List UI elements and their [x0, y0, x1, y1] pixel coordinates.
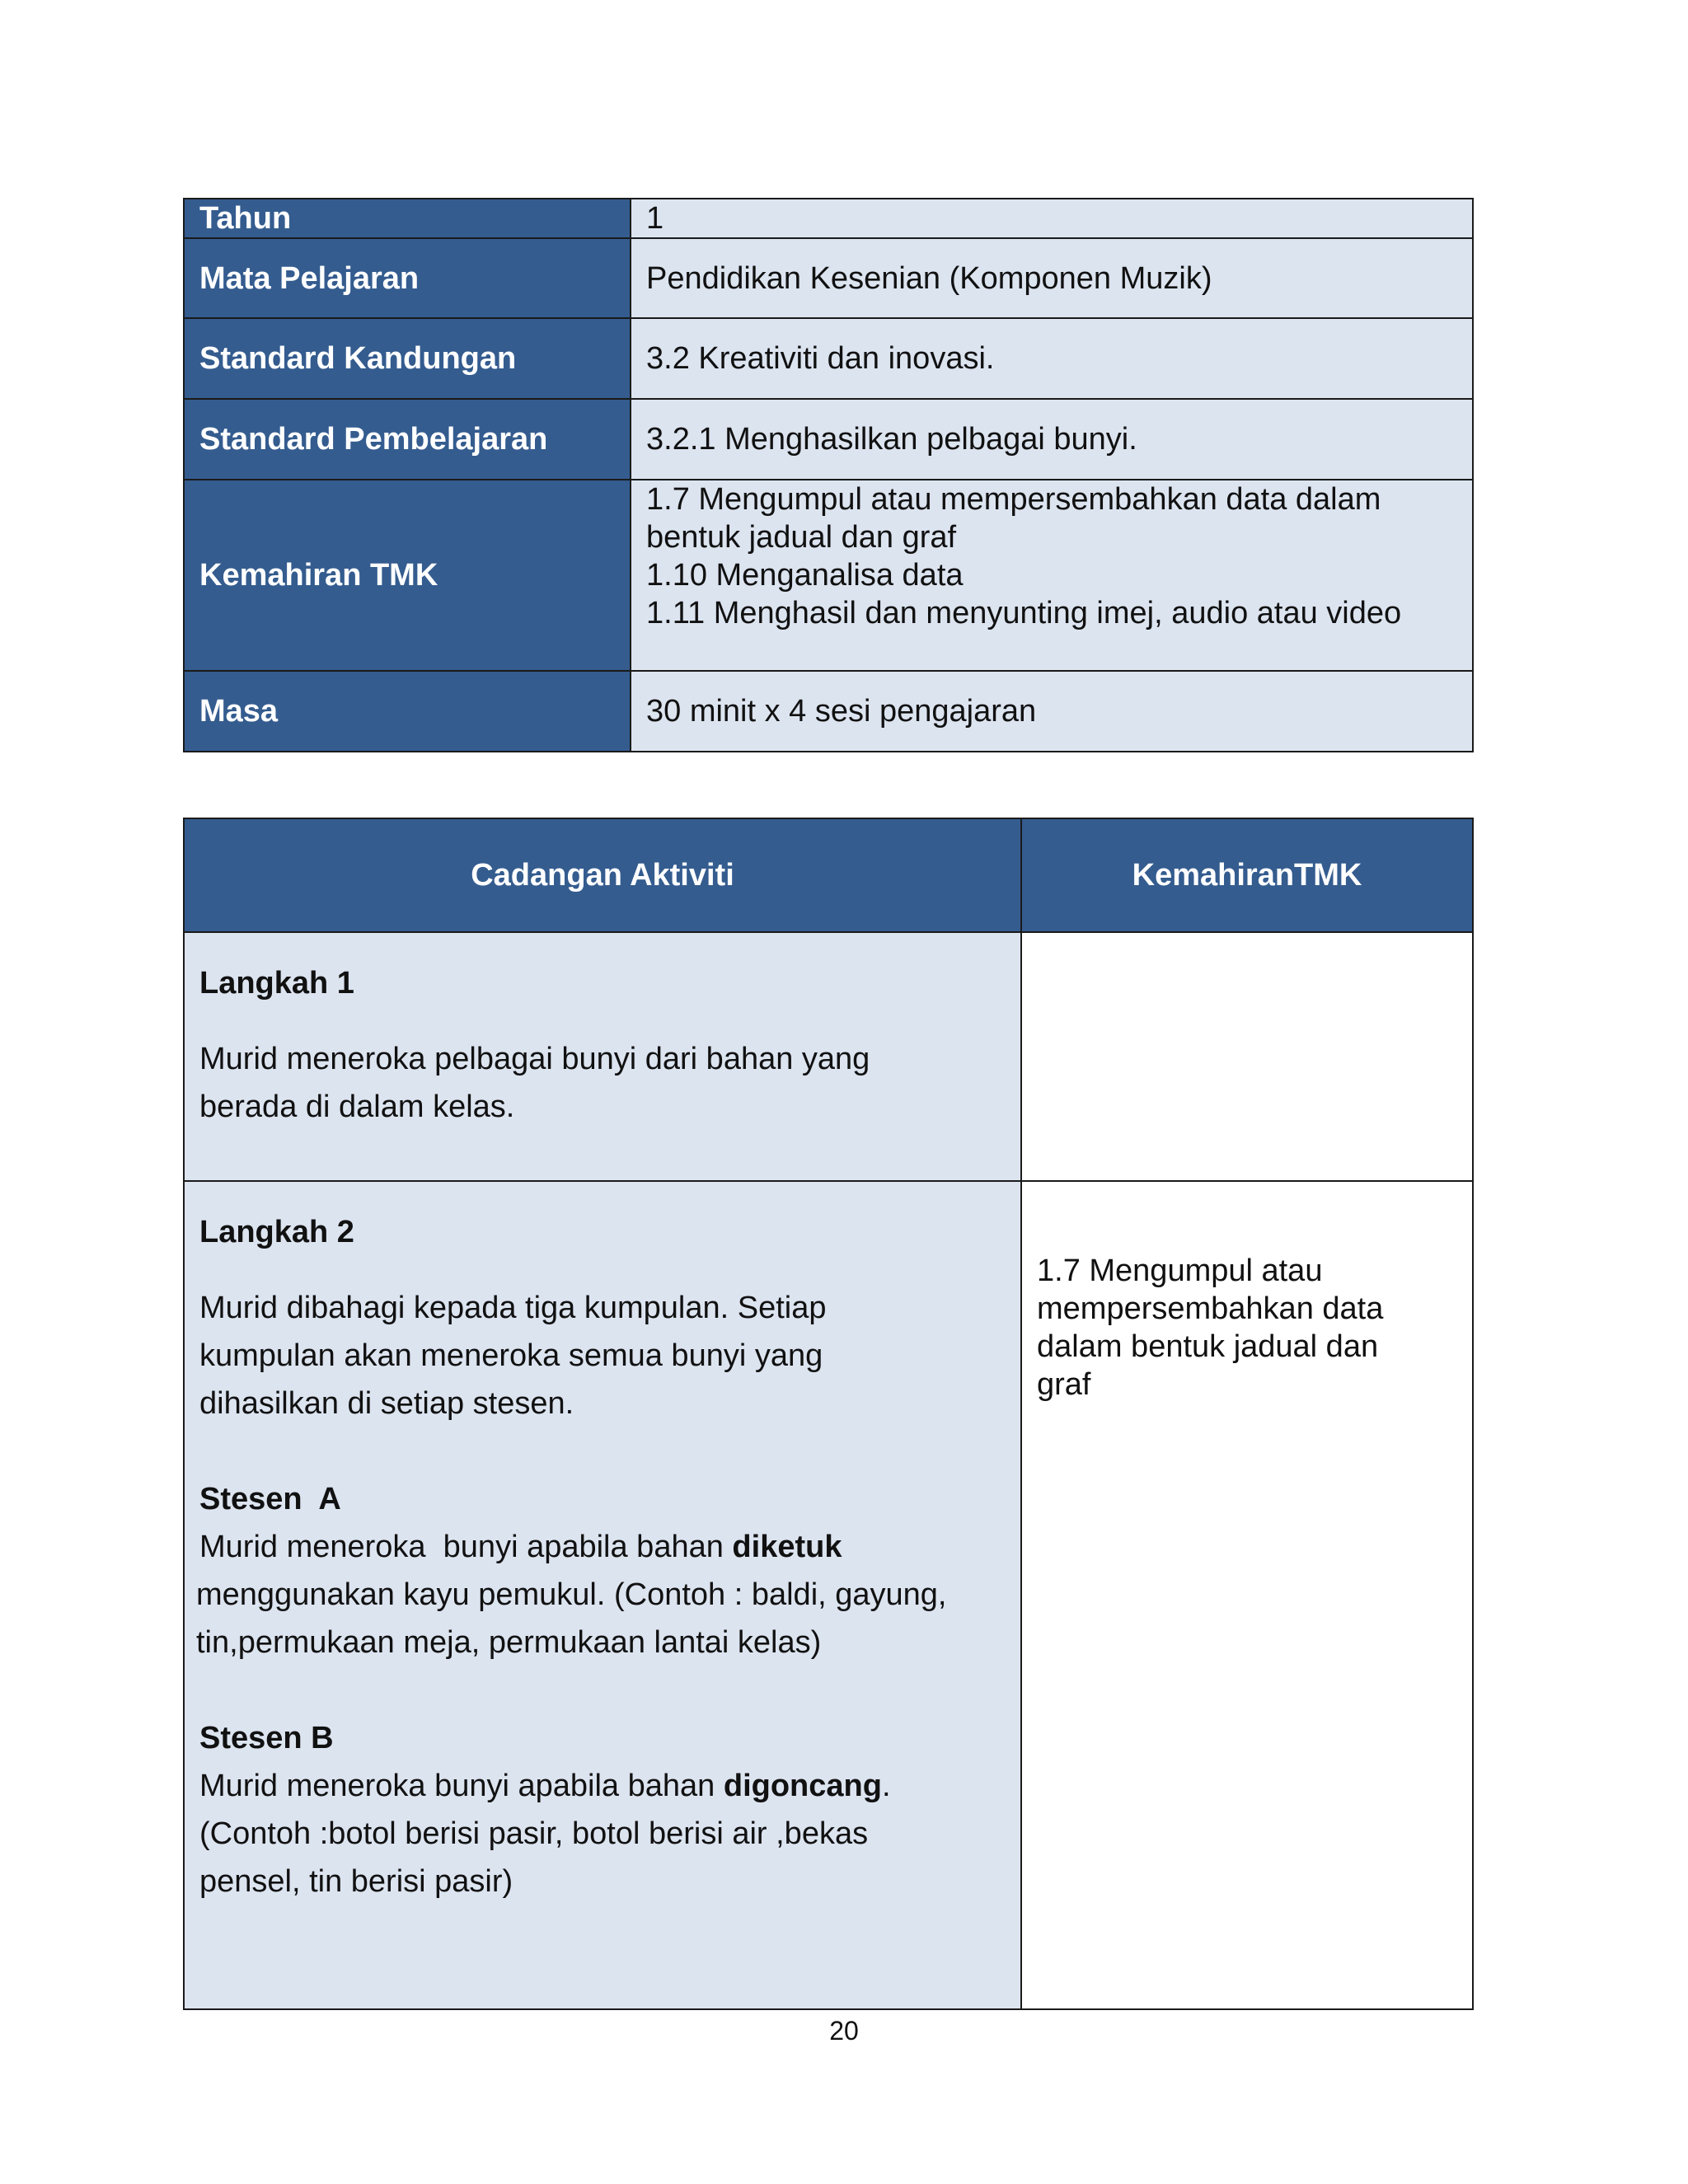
- step2-text-line: kumpulan akan meneroka semua bunyi yang: [199, 1338, 823, 1373]
- activity-table: [183, 818, 1474, 2010]
- info-row-mata-pelajaran: [184, 238, 1473, 318]
- tmk-skill-line: 1.10 Menganalisa data: [646, 558, 964, 593]
- info-value: 3.2 Kreativiti dan inovasi.: [631, 318, 1473, 399]
- step2-tmk-line: mempersembahkan data: [1037, 1291, 1384, 1326]
- info-value: 30 minit x 4 sesi pengajaran: [631, 671, 1473, 752]
- station-b-line: [199, 1762, 1006, 1810]
- info-value: 3.2.1 Menghasilkan pelbagai bunyi.: [631, 399, 1473, 480]
- step2-row: [184, 1181, 1473, 2009]
- station-a-title: Stesen A: [199, 1482, 341, 1516]
- step2-text-line: dihasilkan di setiap stesen.: [199, 1386, 574, 1421]
- station-b-title: Stesen B: [199, 1721, 334, 1755]
- step1-row: [184, 932, 1473, 1181]
- info-value: Pendidikan Kesenian (Komponen Muzik): [631, 238, 1473, 318]
- station-a-line: [199, 1523, 1006, 1571]
- info-value: 1: [631, 199, 1473, 238]
- station-a-keyword: diketuk: [732, 1530, 842, 1564]
- lesson-info-table: [183, 198, 1474, 752]
- step1-title: Langkah 1: [199, 966, 354, 1001]
- step1-text-line: berada di dalam kelas.: [199, 1090, 515, 1124]
- station-b-line: (Contoh :botol berisi pasir, botol berisi air ,bekas: [199, 1816, 869, 1851]
- station-b-keyword: digoncang: [723, 1769, 882, 1803]
- info-row-masa: [184, 671, 1473, 752]
- info-label: Kemahiran TMK: [184, 480, 631, 671]
- step2-tmk-line: graf: [1037, 1367, 1091, 1402]
- info-row-tahun: [184, 199, 1473, 238]
- step2-title: Langkah 2: [199, 1215, 354, 1249]
- step1-text-line: Murid meneroka pelbagai bunyi dari bahan yang: [199, 1042, 870, 1076]
- step2-text-line: Murid dibahagi kepada tiga kumpulan. Setiap: [199, 1291, 827, 1325]
- activity-header-row: [184, 818, 1473, 932]
- station-b-line: pensel, tin berisi pasir): [199, 1864, 513, 1899]
- tmk-skill-line: 1.11 Menghasil dan menyunting imej, audio atau video: [646, 596, 1402, 630]
- info-label: Standard Kandungan: [184, 318, 631, 399]
- info-row-standard-kandungan: [184, 318, 1473, 399]
- info-label: Standard Pembelajaran: [184, 399, 631, 480]
- station-b-line-end: .: [881, 1769, 891, 1803]
- step2-cell: [184, 1181, 1021, 2009]
- step2-tmk-line: 1.7 Mengumpul atau: [1037, 1254, 1323, 1288]
- station-a-line: tin,permukaan meja, permukaan lantai kelas): [196, 1625, 822, 1660]
- activity-column-header: Cadangan Aktiviti: [184, 818, 1021, 932]
- info-value-list: [631, 480, 1473, 671]
- station-a-line: menggunakan kayu pemukul. (Contoh : baldi, gayung,: [196, 1577, 947, 1612]
- tmk-skill-line: 1.7 Mengumpul atau mempersembahkan data dalam: [646, 482, 1381, 517]
- step1-cell: [184, 932, 1021, 1181]
- tmk-skill-line: bentuk jadual dan graf: [646, 520, 957, 555]
- station-a-line-text: Murid meneroka bunyi apabila bahan: [199, 1530, 733, 1564]
- station-b-line-text: Murid meneroka bunyi apabila bahan: [199, 1769, 724, 1803]
- info-label: Tahun: [184, 199, 631, 238]
- tmk-column-header: KemahiranTMK: [1021, 818, 1473, 932]
- step1-tmk-cell: [1021, 932, 1473, 1181]
- info-label: Masa: [184, 671, 631, 752]
- page-number: 20: [829, 2016, 859, 2046]
- info-label: Mata Pelajaran: [184, 238, 631, 318]
- step2-tmk-line: dalam bentuk jadual dan: [1037, 1329, 1379, 1364]
- step2-tmk-cell: [1021, 1181, 1473, 2009]
- info-row-kemahiran-tmk: [184, 480, 1473, 671]
- info-row-standard-pembelajaran: [184, 399, 1473, 480]
